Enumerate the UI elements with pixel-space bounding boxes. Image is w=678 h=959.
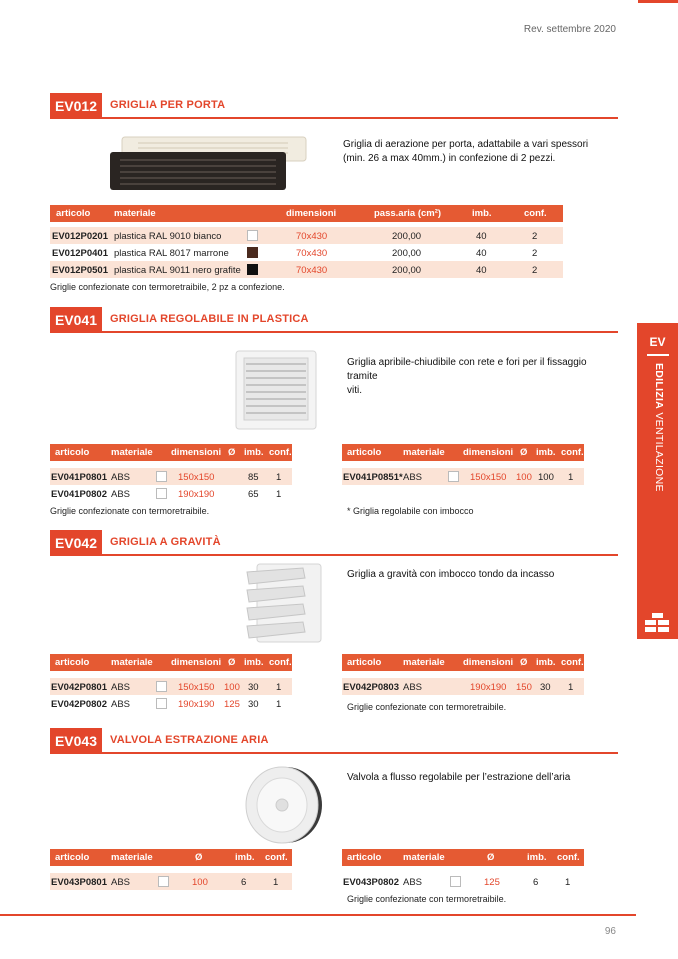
col-header: imb. [244, 447, 264, 458]
col-header: Ø [195, 852, 203, 863]
cell-imb: 6 [533, 877, 539, 888]
cell-articolo: EV041P0802 [51, 489, 107, 500]
cell-dimensioni: 150x150 [178, 682, 215, 693]
cell-dimensioni: 190x190 [178, 489, 215, 500]
col-header: dimensioni [463, 657, 514, 668]
cell-dimensioni: 150x150 [470, 472, 507, 483]
cell-diametro: 150 [516, 682, 532, 693]
gravity-grille-product-image [243, 562, 323, 644]
section-divider [102, 554, 618, 556]
cell-materiale: ABS [111, 699, 131, 710]
table-header [342, 444, 584, 461]
table-note: Griglie confezionate con termoretraibile. [347, 894, 507, 904]
table-row [50, 244, 563, 261]
cell-conf: 2 [532, 231, 538, 242]
section-header-ev012 [50, 93, 618, 119]
col-header: articolo [347, 447, 382, 458]
cell-conf: 1 [565, 877, 571, 888]
col-header: dimensioni [463, 447, 514, 458]
cell-dimensioni: 70x430 [296, 248, 328, 259]
description-ev042 [347, 568, 617, 582]
side-tab-code: EV [649, 335, 666, 349]
col-header: Ø [487, 852, 495, 863]
section-title: GRIGLIA A GRAVITÀ [110, 536, 221, 548]
cell-conf: 1 [276, 489, 282, 500]
table-header [342, 849, 584, 866]
cell-conf: 1 [568, 472, 574, 483]
description-line: viti. [347, 385, 362, 396]
cell-pass-aria: 200,00 [392, 265, 422, 276]
section-header-ev042 [50, 530, 618, 556]
table-ev042-right [342, 654, 584, 695]
description-ev043 [347, 771, 617, 785]
col-header: imb. [527, 852, 547, 863]
table-ev043-right [342, 849, 584, 890]
col-header: materiale [403, 852, 445, 863]
cell-dimensioni: 190x190 [470, 682, 507, 693]
section-title: VALVOLA ESTRAZIONE ARIA [110, 734, 269, 746]
cell-materiale: ABS [111, 489, 131, 500]
cell-conf: 1 [276, 699, 282, 710]
col-header: Ø [228, 447, 236, 458]
side-tab-category [653, 363, 665, 492]
section-code: EV042 [50, 530, 102, 556]
col-header: pass.aria (cm²) [374, 208, 442, 219]
col-header: articolo [55, 447, 90, 458]
table-row [50, 261, 563, 278]
revision-date: Rev. settembre 2020 [523, 24, 616, 35]
col-header: materiale [111, 852, 153, 863]
col-header: articolo [56, 208, 91, 219]
col-header: imb. [235, 852, 255, 863]
cell-articolo: EV042P0802 [51, 699, 107, 710]
section-header-ev043 [50, 728, 618, 754]
cell-conf: 1 [568, 682, 574, 693]
cell-imb: 85 [248, 472, 259, 483]
table-note: Griglie confezionate con termoretraibile. [50, 506, 210, 516]
table-header [50, 205, 563, 222]
cell-conf: 1 [276, 682, 282, 693]
col-header: conf. [561, 447, 584, 458]
section-code: EV012 [50, 93, 102, 119]
cell-materiale: ABS [111, 877, 131, 888]
table-row [342, 678, 584, 695]
color-swatch-white [158, 876, 169, 887]
table-ev041-right [342, 444, 584, 485]
door-grille-product-image [108, 135, 308, 193]
col-header: articolo [347, 852, 382, 863]
cell-imb: 100 [538, 472, 554, 483]
col-header: conf. [265, 852, 288, 863]
cell-imb: 40 [476, 231, 487, 242]
cell-conf: 2 [532, 248, 538, 259]
cell-dimensioni: 70x430 [296, 231, 328, 242]
side-category-tab [637, 323, 678, 639]
description-line: Griglia di aerazione per porta, adattabile a vari spessori [343, 139, 589, 150]
table-note: Griglie confezionate con termoretraibile, 2 pz a confezione. [50, 282, 285, 292]
col-header: conf. [269, 447, 292, 458]
cell-materiale: ABS [403, 472, 423, 483]
table-header [50, 849, 292, 866]
description-ev012 [343, 138, 613, 166]
col-header: Ø [520, 447, 528, 458]
col-header: Ø [520, 657, 528, 668]
cell-dimensioni: 190x190 [178, 699, 215, 710]
cell-conf: 1 [273, 877, 279, 888]
col-header: materiale [114, 208, 156, 219]
table-note: * Griglia regolabile con imbocco [347, 506, 474, 516]
col-header: dimensioni [286, 208, 337, 219]
cell-imb: 40 [476, 265, 487, 276]
table-ev012 [50, 205, 563, 278]
table-row [50, 873, 292, 890]
col-header: conf. [524, 208, 547, 219]
cell-diametro: 125 [484, 877, 500, 888]
col-header: materiale [111, 657, 153, 668]
cell-materiale: plastica RAL 9011 nero grafite [114, 265, 241, 276]
col-header: materiale [403, 447, 445, 458]
cell-articolo: EV041P0851* [343, 472, 403, 483]
col-header: materiale [403, 657, 445, 668]
description-line: Griglia apribile-chiudibile con rete e fori per il fissaggio tramite [347, 357, 587, 382]
description-line: Valvola a flusso regolabile per l’estrazione dell’aria [347, 772, 571, 783]
col-header: articolo [55, 657, 90, 668]
table-header [50, 654, 292, 671]
cell-pass-aria: 200,00 [392, 248, 422, 259]
cell-articolo: EV042P0803 [343, 682, 399, 693]
table-row [50, 468, 292, 485]
cell-materiale: ABS [111, 472, 131, 483]
color-swatch-white [450, 876, 461, 887]
col-header: dimensioni [171, 657, 222, 668]
col-header: articolo [55, 852, 90, 863]
section-divider [102, 117, 618, 119]
table-note: Griglie confezionate con termoretraibile. [347, 702, 507, 712]
col-header: dimensioni [171, 447, 222, 458]
col-header: conf. [269, 657, 292, 668]
cell-diametro: 100 [516, 472, 532, 483]
side-tab-divider [647, 354, 669, 356]
cell-imb: 30 [248, 682, 259, 693]
cell-diametro: 100 [192, 877, 208, 888]
table-row [342, 468, 584, 485]
col-header: imb. [244, 657, 264, 668]
cell-pass-aria: 200,00 [392, 231, 422, 242]
page-number: 96 [604, 926, 616, 937]
color-swatch-white [156, 681, 167, 692]
table-row [342, 873, 584, 890]
table-row [50, 678, 292, 695]
cell-articolo: EV012P0501 [52, 265, 108, 276]
color-swatch-white [448, 471, 459, 482]
footer-divider [0, 914, 636, 916]
cell-materiale: ABS [403, 877, 423, 888]
cell-materiale: ABS [111, 682, 131, 693]
col-header: materiale [111, 447, 153, 458]
cell-imb: 30 [248, 699, 259, 710]
section-header-ev041 [50, 307, 618, 333]
cell-articolo: EV012P0401 [52, 248, 108, 259]
cell-articolo: EV043P0801 [51, 877, 107, 888]
description-ev041 [347, 356, 617, 398]
cell-diametro: 100 [224, 682, 240, 693]
cell-articolo: EV042P0801 [51, 682, 107, 693]
cell-dimensioni: 70x430 [296, 265, 328, 276]
col-header: conf. [557, 852, 580, 863]
side-tab-category-name: VENTILAZIONE [653, 412, 665, 492]
cell-imb: 40 [476, 248, 487, 259]
side-tab-category-bold: EDILIZIA [653, 363, 665, 410]
col-header: Ø [228, 657, 236, 668]
color-swatch-black [247, 264, 258, 275]
col-header: articolo [347, 657, 382, 668]
cell-articolo: EV012P0201 [52, 231, 108, 242]
col-header: imb. [472, 208, 492, 219]
description-line: Griglia a gravità con imbocco tondo da incasso [347, 569, 555, 580]
col-header: conf. [561, 657, 584, 668]
extraction-valve-product-image [242, 765, 324, 845]
table-ev043-left [50, 849, 292, 890]
cell-articolo: EV041P0801 [51, 472, 107, 483]
col-header: imb. [536, 657, 556, 668]
table-row [50, 485, 292, 502]
cell-materiale: plastica RAL 8017 marrone [114, 248, 229, 259]
table-row [50, 695, 292, 712]
color-swatch-white [247, 230, 258, 241]
cell-diametro: 125 [224, 699, 240, 710]
table-ev041-left [50, 444, 292, 502]
cell-articolo: EV043P0802 [343, 877, 399, 888]
color-swatch-brown [247, 247, 258, 258]
table-ev042-left [50, 654, 292, 712]
color-swatch-white [156, 471, 167, 482]
cell-imb: 30 [540, 682, 551, 693]
color-swatch-white [156, 698, 167, 709]
cell-dimensioni: 150x150 [178, 472, 215, 483]
cell-materiale: plastica RAL 9010 bianco [114, 231, 222, 242]
top-accent-bar [638, 0, 678, 3]
section-title: GRIGLIA PER PORTA [110, 99, 226, 111]
table-row [50, 227, 563, 244]
col-header: imb. [536, 447, 556, 458]
bricks-icon [645, 613, 671, 633]
cell-materiale: ABS [403, 682, 423, 693]
adjustable-grille-product-image [235, 350, 317, 430]
cell-conf: 1 [276, 472, 282, 483]
cell-imb: 65 [248, 489, 259, 500]
color-swatch-white [156, 488, 167, 499]
section-code: EV041 [50, 307, 102, 333]
section-code: EV043 [50, 728, 102, 754]
section-divider [102, 331, 618, 333]
table-header [342, 654, 584, 671]
section-divider [102, 752, 618, 754]
section-title: GRIGLIA REGOLABILE IN PLASTICA [110, 313, 309, 325]
description-line: (min. 26 a max 40mm.) in confezione di 2 pezzi. [343, 153, 556, 164]
cell-imb: 6 [241, 877, 247, 888]
table-header [50, 444, 292, 461]
cell-conf: 2 [532, 265, 538, 276]
